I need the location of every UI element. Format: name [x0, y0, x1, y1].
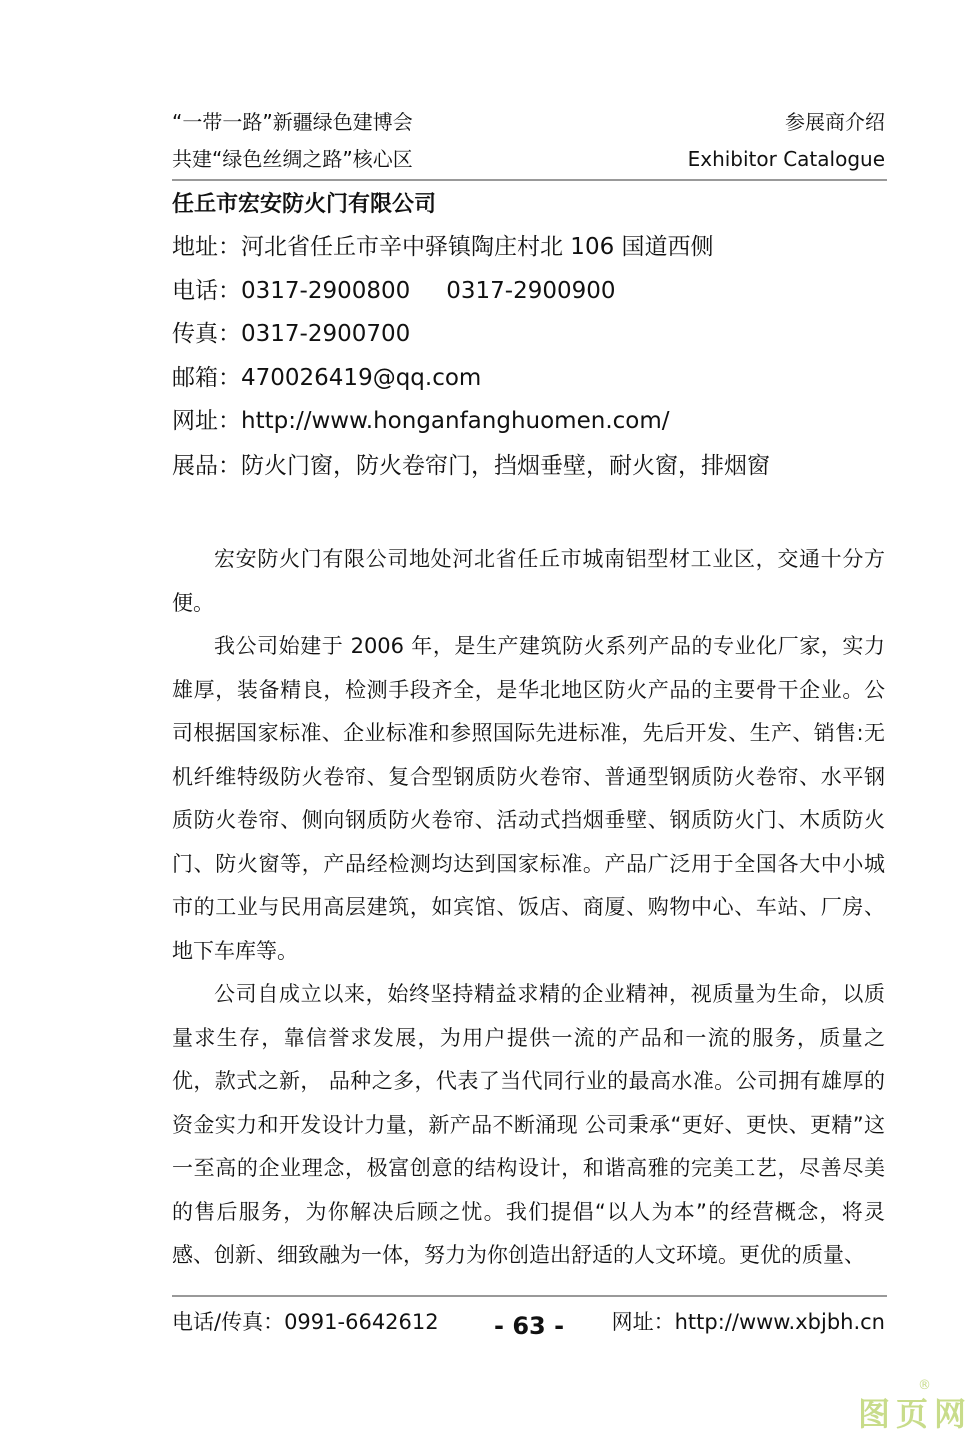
address-line	[172, 232, 714, 262]
fax-line	[172, 319, 410, 349]
header-event-title: “一带一路”新疆绿色建博会	[172, 110, 413, 134]
email-line	[172, 363, 481, 393]
address-label: 地址：	[172, 234, 241, 260]
website-label: 网址：	[172, 408, 241, 434]
products-line	[172, 451, 770, 481]
paragraph-1: 宏安防火门有限公司地处河北省任丘市城南铝型材工业区，交通十分方便。	[172, 547, 885, 615]
website-line	[172, 406, 670, 436]
phone-label: 电话：	[172, 278, 241, 304]
header-row-1	[172, 108, 885, 136]
footer-website[interactable]: 网址：http://www.xbjbh.cn	[611, 1310, 885, 1334]
products-label: 展品：	[172, 453, 241, 479]
paragraph-2: 我公司始建于 2006 年，是生产建筑防火系列产品的专业化厂家，实力雄厚，装备精良，检测手段齐全，是华北地区防火产品的主要骨干企业。公司根据国家标准、企业标准和参照国际先进标准，先后开发、生产、销售:无机纤维特级防火卷帘、复合型钢质防火卷帘、普通型钢质防火卷帘、水平钢质防火卷帘、侧向钢质防火卷帘、活动式挡烟垂壁、钢质防火门、木质防火门、防火窗等，产品经检测均达到国家标准。产品广泛用于全国各大中小城市的工业与民用高层建筑，如宾馆、饭店、商厦、购物中心、车站、厂房、地下车库等。	[172, 634, 885, 963]
header-section-title: 参展商介绍	[785, 110, 885, 134]
header-row-2	[172, 145, 885, 173]
fax-value: 0317-2900700	[241, 321, 411, 347]
header-event-subtitle: 共建“绿色丝绸之路”核心区	[172, 147, 413, 171]
products-value: 防火门窗，防火卷帘门，挡烟垂壁，耐火窗，排烟窗	[241, 453, 770, 479]
phone-value-2: 0317-2900900	[446, 278, 616, 304]
page-number: - 63 -	[494, 1312, 565, 1340]
phone-value-1: 0317-2900800	[241, 278, 411, 304]
fax-label: 传真：	[172, 321, 241, 347]
phone-line	[172, 276, 616, 306]
header-divider	[172, 179, 887, 181]
email-value: 470026419@qq.com	[241, 365, 482, 391]
company-description	[172, 538, 885, 1278]
paragraph-3: 公司自成立以来，始终坚持精益求精的企业精神，视质量为生命，以质量求生存，靠信誉求发展，为用户提供一流的产品和一流的服务，质量之优，款式之新， 品种之多，代表了当代同行业的最高水准。公司拥有雄厚的资金实力和开发设计力量，新产品不断涌现 公司秉承“更好、更快、更精”这一至高的企业理念，极富创意的结构设计，和谐高雅的完美工艺，尽善尽美的售后服务，为你解决后顾之忧。我们提倡“以人为本”的经营概念，将灵感、创新、细致融为一体，努力为你创造出舒适的人文环境。更优的质量、	[172, 982, 885, 1267]
registered-mark: ®	[918, 1378, 931, 1393]
email-label: 邮箱：	[172, 365, 241, 391]
address-value: 河北省任丘市辛中驿镇陶庄村北 106 国道西侧	[241, 234, 714, 260]
footer-divider	[172, 1295, 887, 1297]
header-section-subtitle: Exhibitor Catalogue	[687, 147, 885, 171]
footer-phone-fax: 电话/传真：0991-6642612	[172, 1310, 439, 1334]
watermark-logo: 图页网	[858, 1395, 973, 1433]
company-name: 任丘市宏安防火门有限公司	[172, 192, 437, 217]
website-value[interactable]: http://www.honganfanghuomen.com/	[241, 408, 670, 434]
footer	[172, 1306, 885, 1340]
